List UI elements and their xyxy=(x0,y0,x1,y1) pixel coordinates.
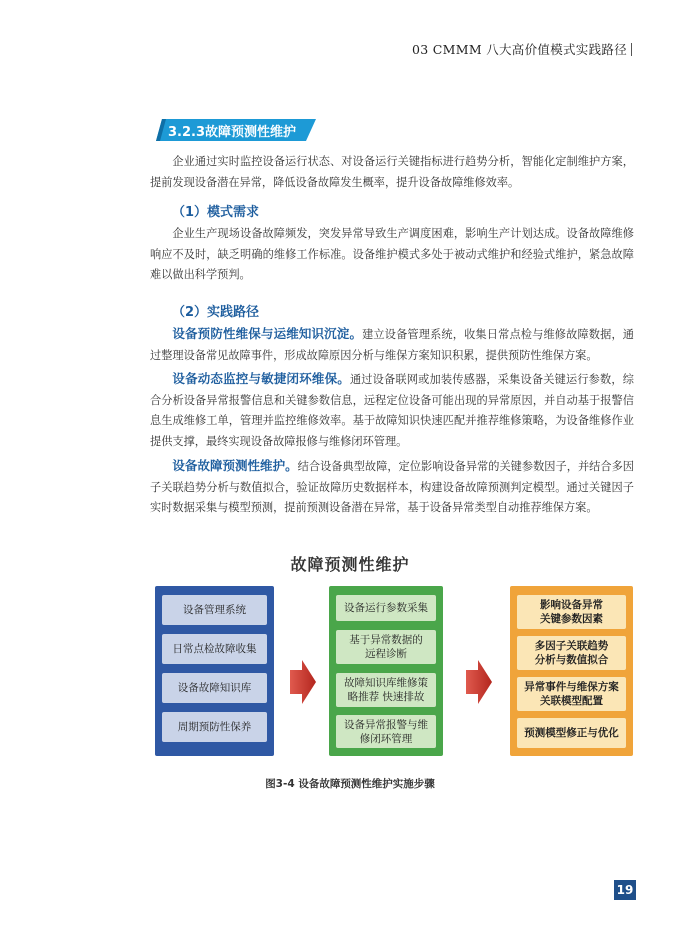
path-item-2-lead: 设备动态监控与敏捷闭环维保。 xyxy=(172,371,350,386)
arrow-right-icon-2 xyxy=(466,660,492,704)
column-1-box-3: 设备故障知识库 xyxy=(162,673,267,703)
path-item-1 xyxy=(150,324,634,366)
section-title: 3.2.3故障预测性维护 xyxy=(168,125,297,140)
path-item-2-text: 通过设备联网或加装传感器，采集设备关键运行参数，综合分析设备异常报警信息和关键参数信息，远程定位设备可能出现的异常原因，并自动基于报警信息生成维修工单，管理并监控维修效率。基于故障知识快速匹配并推荐维修策略，为设备维修作业提供支撑，最终实现设备故障报修与维修闭环管理。 xyxy=(150,373,634,448)
column-2-box-1: 设备运行参数采集 xyxy=(336,595,436,621)
path-item-1-lead: 设备预防性维保与运维知识沉淀。 xyxy=(172,326,363,341)
path-item-3 xyxy=(150,456,634,519)
path-item-2 xyxy=(150,369,634,452)
running-header xyxy=(412,40,632,58)
column-2-box-3: 故障知识库维修策 略推荐 快速排故 xyxy=(336,673,436,707)
section-title-tag xyxy=(156,119,310,141)
figure-column-2 xyxy=(329,586,443,756)
path-heading: （2）实践路径 xyxy=(172,305,260,320)
column-3-box-2: 多因子关联趋势 分析与数值拟合 xyxy=(517,636,626,670)
column-1-box-4: 周期预防性保养 xyxy=(162,712,267,742)
header-text: 03 CMMM 八大高价值模式实践路径 xyxy=(411,42,627,57)
column-3-box-4: 预测模型修正与优化 xyxy=(517,718,626,748)
figure-caption: 图3-4 设备故障预测性维护实施步骤 xyxy=(265,778,435,790)
need-heading: （1）模式需求 xyxy=(172,205,260,220)
page-number: 19 xyxy=(614,880,636,900)
column-2-box-2: 基于异常数据的 远程诊断 xyxy=(336,630,436,664)
figure-column-3 xyxy=(510,586,633,756)
figure-column-1 xyxy=(155,586,274,756)
need-paragraph: 企业生产现场设备故障频发，突发异常导致生产调度困难，影响生产计划达成。设备故障维修响应不及时，缺乏明确的维修工作标准。设备维护模式多处于被动式维护和经验式维护，紧急故障难以做出科学预判。 xyxy=(150,227,634,281)
arrow-right-icon-1 xyxy=(290,660,316,704)
figure-title: 故障预测性维护 xyxy=(290,555,410,574)
intro-paragraph: 企业通过实时监控设备运行状态、对设备运行关键指标进行趋势分析，智能化定制维护方案，提前发现设备潜在异常，降低设备故障发生概率，提升设备故障维修效率。 xyxy=(150,155,634,189)
path-item-3-lead: 设备故障预测性维护。 xyxy=(172,458,298,473)
path-item-1-text: 建立设备管理系统，收集日常点检与维修故障数据，通过整理设备常见故障事件，形成故障原因分析与维保方案知识积累，提供预防性维保方案。 xyxy=(150,328,634,362)
header-divider xyxy=(631,43,632,56)
column-1-box-1: 设备管理系统 xyxy=(162,595,267,625)
column-1-box-2: 日常点检故障收集 xyxy=(162,634,267,664)
path-item-3-text: 结合设备典型故障，定位影响设备异常的关键参数因子，并结合多因子关联趋势分析与数值拟合，验证故障历史数据样本，构建设备故障预测判定模型。通过关键因子实时数据采集与模型预测，提前预测设备潜在异常，基于设备异常类型自动推荐维保方案。 xyxy=(150,460,634,514)
column-2-box-4: 设备异常报警与维 修闭环管理 xyxy=(336,715,436,748)
column-3-box-1: 影响设备异常 关键参数因素 xyxy=(517,595,626,629)
column-3-box-3: 异常事件与维保方案 关联模型配置 xyxy=(517,677,626,711)
